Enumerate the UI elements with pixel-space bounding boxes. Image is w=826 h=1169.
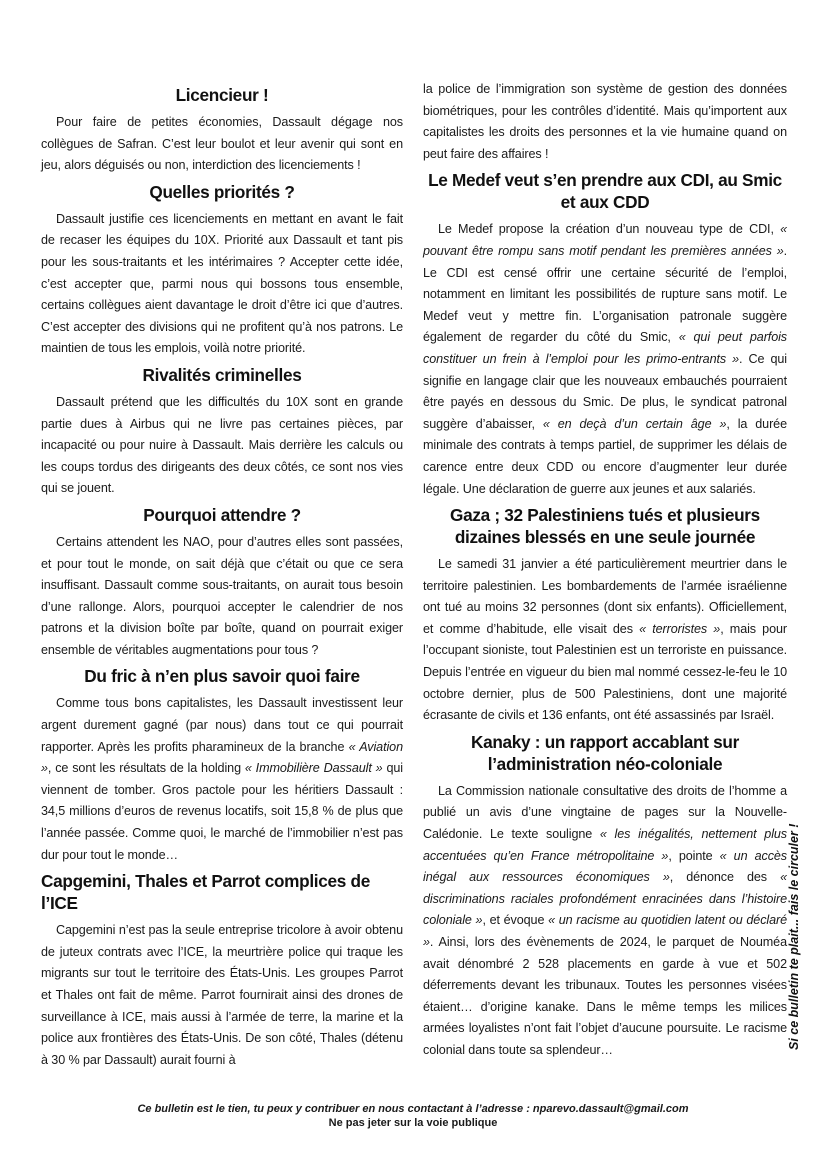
article-title: Rivalités criminelles: [142, 364, 302, 385]
article-title: [423, 504, 787, 548]
article-body: Dassault justifie ces licenciements en mettant en avant le fait de recaser les équipes du 10X. Priorité aux Dassault et tant pis pour les sous-traitants et les intérimaires ? Accepter cette idée, c’est accepter que, parmi nous qui bossons tous ensemble, certains collègues aient davantage le droit d’être ici que d’autres. C’est accepter des divisions qui ne profitent qu’à nos patrons. Le maintien de tous les emplois, voilà notre priorité.: [41, 211, 403, 356]
right-column: [423, 79, 787, 1065]
article-title: Pourquoi attendre ?: [143, 504, 301, 525]
left-column: [41, 80, 403, 1074]
article-body: Le samedi 31 janvier a été particulièrement meurtrier dans le territoire palestinien. Les bombardements de l’armée israélienne ont tué au moins 32 personnes (dont six enfants). Officiellement, et comme d’habitude, elle visait des « terroristes », mais pour l’occupant sioniste, tout Palestinien est un terroriste en puissance. Depuis l’entrée en vigueur du bien mal nommé cessez-le-feu le 10 octobre dernier, plus de 500 Palestiniens, dont une majorité écrasante de civils et 136 enfants, ont été assassinés par Israël.: [423, 557, 787, 723]
article-gaza: [423, 504, 787, 727]
article-title: Licencieur !: [175, 85, 269, 105]
article-body: La Commission nationale consultative des droits de l’homme a publié un avis d’une vingtaine de pages sur la Nouvelle-Calédonie. Le texte souligne « les inégalités, nettement plus accentuées qu’en France métropolitaine », pointe « un accès inégal aux ressources économiques », dénonce des « discriminations raciales profondément enracinées dans l’histoire coloniale », et évoque « un racisme au quotidien latent ou déclaré ». Ainsi, lors des évènements de 2024, le parquet de Nouméa avait dénombré 2 528 placements en garde à vue et 502 déferrements devant les tribunaux. Toutes les personnes visées étaient… d’origine kanake. Dans le même temps les milices armées loyalistes n’ont fait l’objet d’aucune poursuite. Le racisme colonial dans toute sa splendeur…: [423, 783, 787, 1057]
article-title: Quelles priorités ?: [149, 181, 295, 202]
article-body: Dassault prétend que les difficultés du 10X sont en grande partie dues à Airbus qui ne livre pas certaines pièces, par incapacité ou pour nuire à Dassault. Mais derrière les calculs ou les coups tordus des dirigeants des deux côtés, ce sont nos vies qui se jouent.: [41, 394, 403, 496]
article-medef: [423, 169, 787, 500]
title-line: Kanaky : un rapport accablant sur: [470, 731, 740, 752]
footer-notice: Ne pas jeter sur la voie publique: [328, 1117, 498, 1129]
article-body: Capgemini n’est pas la seule entreprise tricolore à avoir obtenu de juteux contrats avec l’ICE, la meurtrière police qui traque les migrants sur tout le territoire des États-Unis. Les groupes Parrot et Thales ont fait de même. Parrot fournirait ainsi des drones de surveillance à ICE, mais aussi à l’armée de terre, la marine et la police aux frontières des États-Unis. De son côté, Thales (détenu à 30 % par Dassault) aurait fourni à: [41, 923, 403, 1067]
title-line: l’administration néo-coloniale: [487, 753, 723, 774]
vertical-side-note: Si ce bulletin te plait... fais le circuler !: [787, 823, 801, 1050]
article-capgemini-ice: [41, 870, 403, 1071]
title-line: et aux CDD: [560, 192, 650, 213]
article-body: Comme tous bons capitalistes, les Dassault investissent leur argent durement gagné (par nous) dans tout ce qui pourrait rapporter. Après les profits pharamineux de la branche « Aviation », ce sont les résultats de la holding « Immobilière Dassault » qui viennent de tomber. Gros pactole pour les héritiers Dassault : 34,5 millions d’euros de revenus locatifs, soit 15,8 % de plus que l’année passée. Comme quoi, le marché de l’immobilier n’est pas dur pour tout le monde…: [41, 696, 404, 862]
article-kanaky: [423, 731, 787, 1062]
article-title: [423, 169, 787, 213]
article-title: Du fric à n’en plus savoir quoi faire: [84, 666, 360, 687]
article-body: Pour faire de petites économies, Dassault dégage nos collègues de Safran. C’est leur boulot et leur avenir qui sont en jeu, alors déguisés ou non, interdiction des licenciements !: [41, 115, 403, 173]
footer-contact: Ce bulletin est le tien, tu peux y contribuer en nous contactant à l’adresse : nparevo.dassault@gmail.com: [137, 1103, 689, 1115]
title-line: dizaines blessés en une seule journée: [454, 527, 756, 548]
article-du-fric: [41, 665, 403, 866]
article-licencieur: [41, 84, 403, 177]
title-line: Gaza ; 32 Palestiniens tués et plusieurs: [450, 505, 760, 526]
article-title: Capgemini, Thales et Parrot complices de l’ICE: [41, 871, 370, 914]
article-continuation: la police de l’immigration son système de gestion des données biométriques, pour les contrôles d’identité. Mais qu’importent aux capitalistes les droits des personnes et la vie humaine quand on peut faire des affaires !: [423, 82, 787, 161]
article-body: Le Medef propose la création d’un nouveau type de CDI, « pouvant être rompu sans motif pendant les premières années ». Le CDI est censé offrir une certaine sécurité de l’emploi, notamment en limitant les possibilités de rupture sans motif. Le Medef veut y mettre fin. L’organisation patronale suggère également de regarder du côté du Smic, « qui peut parfois constituer un frein à l’emploi pour les primo-entrants ». Ce qui signifie en langage clair que les nouveaux embauchés pourraient être payés en dessous du Smic. De plus, le syndicat patronal suggère d’abaisser, « en deçà d’un certain âge », la durée minimale des contrats à temps partiel, de supprimer les délais de carence entre deux CDD ou encore d’augmenter leur durée légale. Une déclaration de guerre aux jeunes et aux salariés.: [423, 222, 787, 496]
title-line: Le Medef veut s’en prendre aux CDI, au Smic: [428, 170, 782, 191]
article-body: Certains attendent les NAO, pour d’autres elles sont passées, et pour tout le monde, on sait déjà que c’était ou que ce sera insuffisant. Dassault comme sous-traitants, on aurait tous besoin d’une rallonge. Alors, pourquoi accepter le calendrier de nos patrons et la division boîte par boîte, quand on pourrait exiger ensemble de véritables augmentations pour tous ?: [41, 534, 403, 657]
article-title: [423, 731, 787, 775]
article-rivalites-criminelles: [41, 364, 403, 500]
article-pourquoi-attendre: [41, 504, 403, 662]
article-quelles-priorites: [41, 181, 403, 360]
footer: [0, 1102, 826, 1130]
